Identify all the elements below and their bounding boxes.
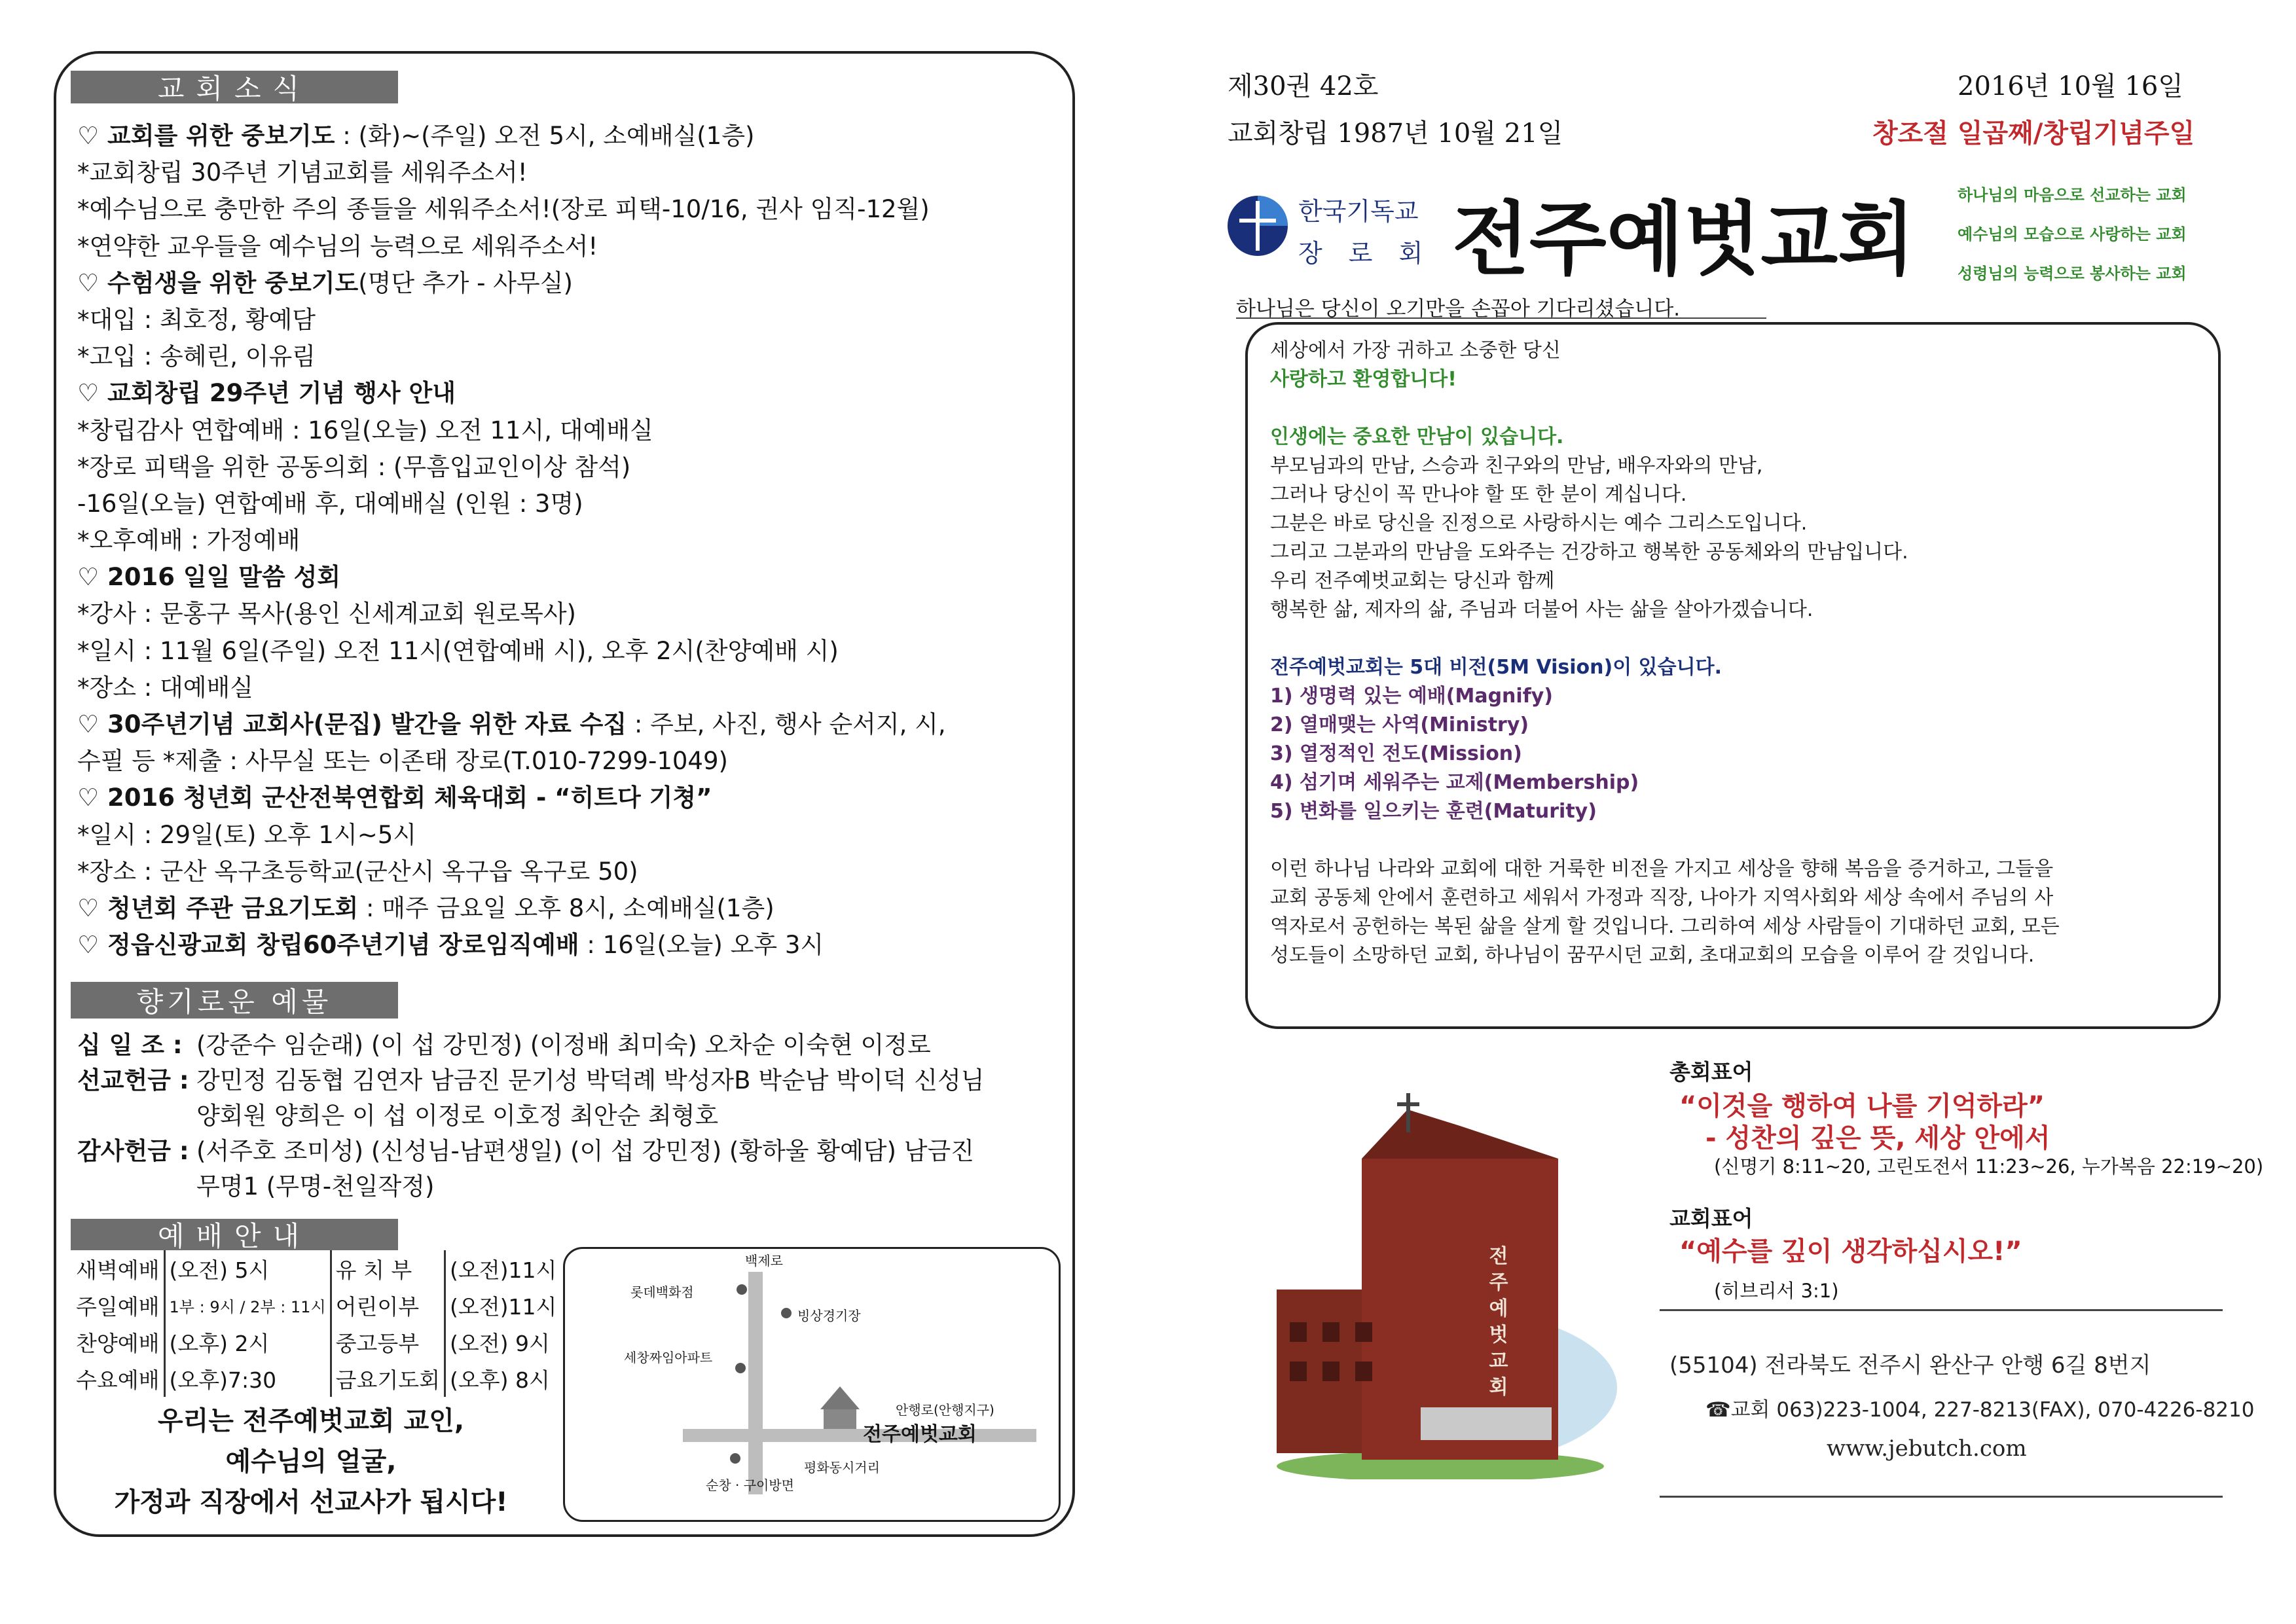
news-item [77, 191, 1072, 228]
tagline: 하나님은 당신이 오기만을 손꼽아 기다리셨습니다. [1236, 297, 1681, 321]
motto-line: 하나님의 마음으로 선교하는 교회 [1958, 186, 2187, 204]
news-section-header: 교회소식 [71, 71, 398, 103]
news-detail-text: -16일(오늘) 연합예배 후, 대예배실 (인원 : 3명) [77, 489, 583, 518]
map-label-apartment: 세창짜임아파트 [624, 1350, 713, 1365]
offering-names: (강준수 임순래) (이 섭 강민정) (이정배 최미숙) 오차순 이숙현 이정로 [196, 1031, 931, 1059]
news-detail-text: *예수님으로 충만한 주의 종들을 세워주소서!(장로 피택-10/16, 권사 임직-12월) [77, 195, 930, 224]
general-motto-reference: (신명기 8:11~20, 고린도전서 11:23~26, 누가복음 22:19~20) [1714, 1155, 2264, 1178]
news-detail-text: *창립감사 연합예배 : 16일(오늘) 오전 11시, 대예배실 [77, 416, 653, 444]
news-heading [77, 706, 1072, 743]
news-item [77, 854, 1072, 890]
offering-names: (서주호 조미성) (신성님-남편생일) (이 섭 강민정) (황하울 황예담) 남금진 [196, 1137, 974, 1165]
news-heading [77, 265, 1072, 302]
news-item [77, 670, 1072, 706]
worship-cell: 어린이부 [331, 1287, 445, 1324]
welcome-line: 그리고 그분과의 만남을 도와주는 건강하고 행복한 공동체와의 만남입니다. [1270, 541, 1908, 564]
welcome-line: 세상에서 가장 귀하고 소중한 당신 [1270, 339, 1561, 362]
worship-row [72, 1287, 560, 1324]
news-heading [77, 780, 1072, 816]
map-label-ice-rink: 빙상경기장 [797, 1308, 861, 1324]
worship-cell: 중고등부 [331, 1324, 445, 1360]
worship-row [72, 1360, 560, 1397]
offering-label: 감사헌금 : [77, 1137, 189, 1165]
worship-cell: 금요기도회 [331, 1360, 445, 1397]
slogan-line: 예수님의 얼굴, [225, 1447, 397, 1477]
church-address: (55104) 전라북도 전주시 완산구 안행 6길 8번지 [1669, 1352, 2151, 1379]
news-heading-text: ♡ 수험생을 위한 중보기도 [77, 268, 359, 297]
motto-line: 예수님의 모습으로 사랑하는 교회 [1958, 225, 2187, 244]
church-name: 전주예벗교회 [1452, 193, 1916, 286]
news-detail-text: *강사 : 문홍구 목사(용인 신세계교회 원로목사) [77, 600, 576, 628]
news-item [77, 817, 1072, 854]
offering-label [77, 1098, 196, 1134]
location-map [563, 1247, 1061, 1522]
welcome-line: 행복한 삶, 제자의 삶, 주님과 더불어 사는 삶을 살아가겠습니다. [1270, 598, 1813, 621]
church-building-image [1264, 1074, 1617, 1479]
offering-section-header: 향기로운 예물 [71, 982, 398, 1019]
worship-cell: 수요예배 [72, 1360, 164, 1397]
welcome-line: 이런 하나님 나라와 교회에 대한 거룩한 비전을 가지고 세상을 향해 복음을 증거하고, 그들을 [1270, 857, 2054, 880]
welcome-line: 5) 변화를 일으키는 훈련(Maturity) [1270, 800, 1597, 823]
welcome-line: 부모님과의 만남, 스승과 친구와의 만남, 배우자와의 만남, [1270, 454, 1763, 477]
slogan-line: 우리는 전주예벗교회 교인, [157, 1406, 465, 1436]
news-detail-text: *대입 : 최호정, 황예담 [77, 305, 316, 334]
news-item [77, 486, 1072, 522]
worship-cell: 1부 : 9시 / 2부 : 11시 [164, 1287, 331, 1324]
news-detail-text: *연약한 교우들을 예수님의 능력으로 세워주소서! [77, 232, 598, 261]
worship-cell: 유 치 부 [331, 1250, 445, 1287]
offering-names: 강민정 김동협 김연자 남금진 문기성 박덕례 박성자B 박순남 박이덕 신성님 [196, 1066, 985, 1094]
tagline-underline [1236, 317, 1766, 319]
map-label-road: 백제로 [745, 1253, 783, 1269]
motto-line: 성령님의 능력으로 봉사하는 교회 [1958, 264, 2187, 283]
news-item [77, 338, 1072, 375]
divider-bottom [1660, 1496, 2223, 1498]
map-label-church: 전주예벗교회 [863, 1423, 977, 1446]
welcome-line: 우리 전주예벗교회는 당신과 함께 [1270, 569, 1555, 592]
offering-row [77, 1098, 1072, 1134]
worship-row [72, 1324, 560, 1360]
divider-top [1660, 1309, 2223, 1311]
offering-list [77, 1028, 1072, 1204]
news-detail-text: *고입 : 송혜린, 이유림 [77, 342, 316, 371]
offering-row [77, 1169, 1072, 1204]
news-detail-text: *교회창립 30주년 기념교회를 세워주소서! [77, 158, 528, 187]
news-item [77, 154, 1072, 191]
issue-date: 2016년 10월 16일 [1958, 71, 2183, 101]
worship-cell: (오전)11시 [450, 1293, 557, 1320]
news-heading [77, 118, 1072, 154]
denomination-type: 장 로 회 [1298, 239, 1432, 268]
news-detail-text: *장소 : 군산 옥구초등학교(군산시 옥구읍 옥구로 50) [77, 857, 638, 886]
welcome-line: 그분은 바로 당신을 진정으로 사랑하시는 예수 그리스도입니다. [1270, 512, 1808, 535]
map-label-anhaeng-road: 안행로(안행지구) [896, 1402, 994, 1418]
welcome-line: 인생에는 중요한 만남이 있습니다. [1270, 425, 1564, 448]
liturgical-week: 창조절 일곱째/창립기념주일 [1872, 118, 2195, 149]
church-motto-reference: (히브리서 3:1) [1714, 1280, 1839, 1302]
news-detail-text: : 16일(오늘) 오후 3시 [579, 931, 824, 960]
news-item [77, 633, 1072, 670]
worship-cell: 주일예배 [72, 1287, 164, 1324]
news-item [77, 449, 1072, 486]
news-heading [77, 890, 1072, 927]
news-heading-text: ♡ 교회를 위한 중보기도 [77, 122, 335, 150]
worship-cell: (오후)7:30 [164, 1360, 331, 1397]
worship-cell: 새벽예배 [72, 1250, 164, 1287]
worship-cell: (오전)11시 [450, 1257, 557, 1283]
offering-row [77, 1063, 1072, 1098]
worship-cell: (오전) 9시 [450, 1330, 550, 1356]
denomination-name: 한국기독교 [1298, 197, 1419, 226]
map-label-lotte: 롯데백화점 [630, 1284, 694, 1300]
church-news-list [77, 118, 1072, 964]
news-item [77, 302, 1072, 338]
general-motto-line1: “이것을 행하여 나를 기억하라” [1679, 1091, 2045, 1121]
news-detail-text: : (화)~(주일) 오전 5시, 소예배실(1층) [335, 122, 755, 150]
news-detail-text: *장로 피택을 위한 공동의회 : (무흠입교인이상 참석) [77, 452, 631, 481]
welcome-line: 그러나 당신이 꼭 만나야 할 또 한 분이 계십니다. [1270, 483, 1687, 506]
news-heading-text: ♡ 2016 일일 말씀 성회 [77, 563, 341, 592]
offering-names: 무명1 (무명-천일작정) [196, 1172, 435, 1200]
news-detail-text: *일시 : 29일(토) 오후 1시~5시 [77, 820, 416, 849]
volume-number: 제30권 42호 [1228, 71, 1379, 101]
news-heading [77, 927, 1072, 964]
founding-date: 교회창립 1987년 10월 21일 [1228, 118, 1563, 149]
worship-row [72, 1250, 560, 1287]
offering-names: 양회원 양희은 이 섭 이정로 이호정 최안순 최형호 [196, 1102, 719, 1130]
news-heading-text: ♡ 30주년기념 교회사(문집) 발간을 위한 자료 수집 [77, 710, 627, 738]
worship-section-header: 예배안내 [71, 1219, 398, 1250]
general-motto-line2: - 성찬의 깊은 뜻, 세상 안에서 [1705, 1123, 2050, 1153]
news-heading-text: ♡ 교회창립 29주년 기념 행사 안내 [77, 379, 456, 408]
offering-row [77, 1134, 1072, 1169]
map-label-intersection: 평화동시거리 [804, 1460, 880, 1475]
news-detail-text: (명단 추가 - 사무실) [358, 268, 573, 297]
slogan-line: 가정과 직장에서 선교사가 됩시다! [114, 1487, 508, 1517]
news-heading [77, 375, 1072, 412]
news-heading-text: ♡ 청년회 주관 금요기도회 [77, 893, 359, 922]
welcome-line: 3) 열정적인 전도(Mission) [1270, 742, 1522, 765]
news-detail-text: *장소 : 대예배실 [77, 673, 253, 702]
welcome-line: 2) 열매맺는 사역(Ministry) [1270, 713, 1529, 736]
welcome-line: 교회 공동체 안에서 훈련하고 세워서 가정과 직장, 나아가 지역사회와 세상 속에서 주님의 사 [1270, 886, 2054, 909]
offering-label [77, 1169, 196, 1204]
worship-cell: 찬양예배 [72, 1324, 164, 1360]
building-sign: 전주예벗교회 [1489, 1245, 1508, 1399]
worship-cell: (오전) 5시 [164, 1250, 331, 1287]
news-detail-text: : 매주 금요일 오후 8시, 소예배실(1층) [358, 893, 774, 922]
worship-cell: (오후) 2시 [164, 1324, 331, 1360]
news-detail-text: : 주보, 사진, 행사 순서지, 시, [627, 710, 946, 738]
offering-label: 십 일 조 : [77, 1031, 183, 1059]
news-item [77, 412, 1072, 449]
news-item [77, 596, 1072, 632]
offering-label: 선교헌금 : [77, 1066, 189, 1094]
welcome-line: 역자로서 공헌하는 복된 삶을 살게 할 것입니다. 그리하여 세상 사람들이 기대하던 교회, 모든 [1270, 915, 2060, 938]
church-motto-title: 교회표어 [1669, 1206, 1753, 1231]
news-item [77, 228, 1072, 265]
offering-row [77, 1028, 1072, 1063]
news-detail-text: *오후예배 : 가정예배 [77, 526, 301, 555]
welcome-line: 사랑하고 환영합니다! [1270, 368, 1457, 391]
worship-schedule-table [72, 1250, 560, 1397]
news-item [77, 743, 1072, 780]
church-phone: ☎교회 063)223-1004, 227-8213(FAX), 070-4226-8210 [1705, 1398, 2255, 1422]
welcome-line: 1) 생명력 있는 예배(Magnify) [1270, 685, 1554, 708]
welcome-line: 전주예벗교회는 5대 비전(5M Vision)이 있습니다. [1270, 656, 1722, 679]
news-heading [77, 559, 1072, 596]
church-website[interactable]: www.jebutch.com [1827, 1435, 2027, 1462]
news-heading-text: ♡ 2016 청년회 군산전북연합회 체육대회 - “히트다 기쳥” [77, 784, 712, 812]
denomination-logo-icon [1226, 194, 1289, 257]
church-motto-list [1958, 175, 2187, 293]
general-motto-title: 총회표어 [1669, 1059, 1753, 1085]
map-label-direction: 순창 · 구이방면 [706, 1477, 794, 1493]
news-item [77, 522, 1072, 559]
church-slogan [65, 1401, 556, 1523]
news-detail-text: *일시 : 11월 6일(주일) 오전 11시(연합예배 시), 오후 2시(찬양예배 시) [77, 636, 839, 665]
church-motto: “예수를 깊이 생각하십시오!” [1679, 1236, 2022, 1267]
welcome-line: 성도들이 소망하던 교회, 하나님이 꿈꾸시던 교회, 초대교회의 모습을 이루어 갈 것입니다. [1270, 944, 2035, 967]
news-heading-text: ♡ 정읍신광교회 창립60주년기념 장로임직예배 [77, 931, 579, 960]
worship-cell: (오후) 8시 [450, 1367, 550, 1393]
news-detail-text: 수필 등 *제출 : 사무실 또는 이존태 장로(T.010-7299-1049) [77, 747, 728, 776]
welcome-line: 4) 섬기며 세워주는 교제(Membership) [1270, 771, 1639, 794]
